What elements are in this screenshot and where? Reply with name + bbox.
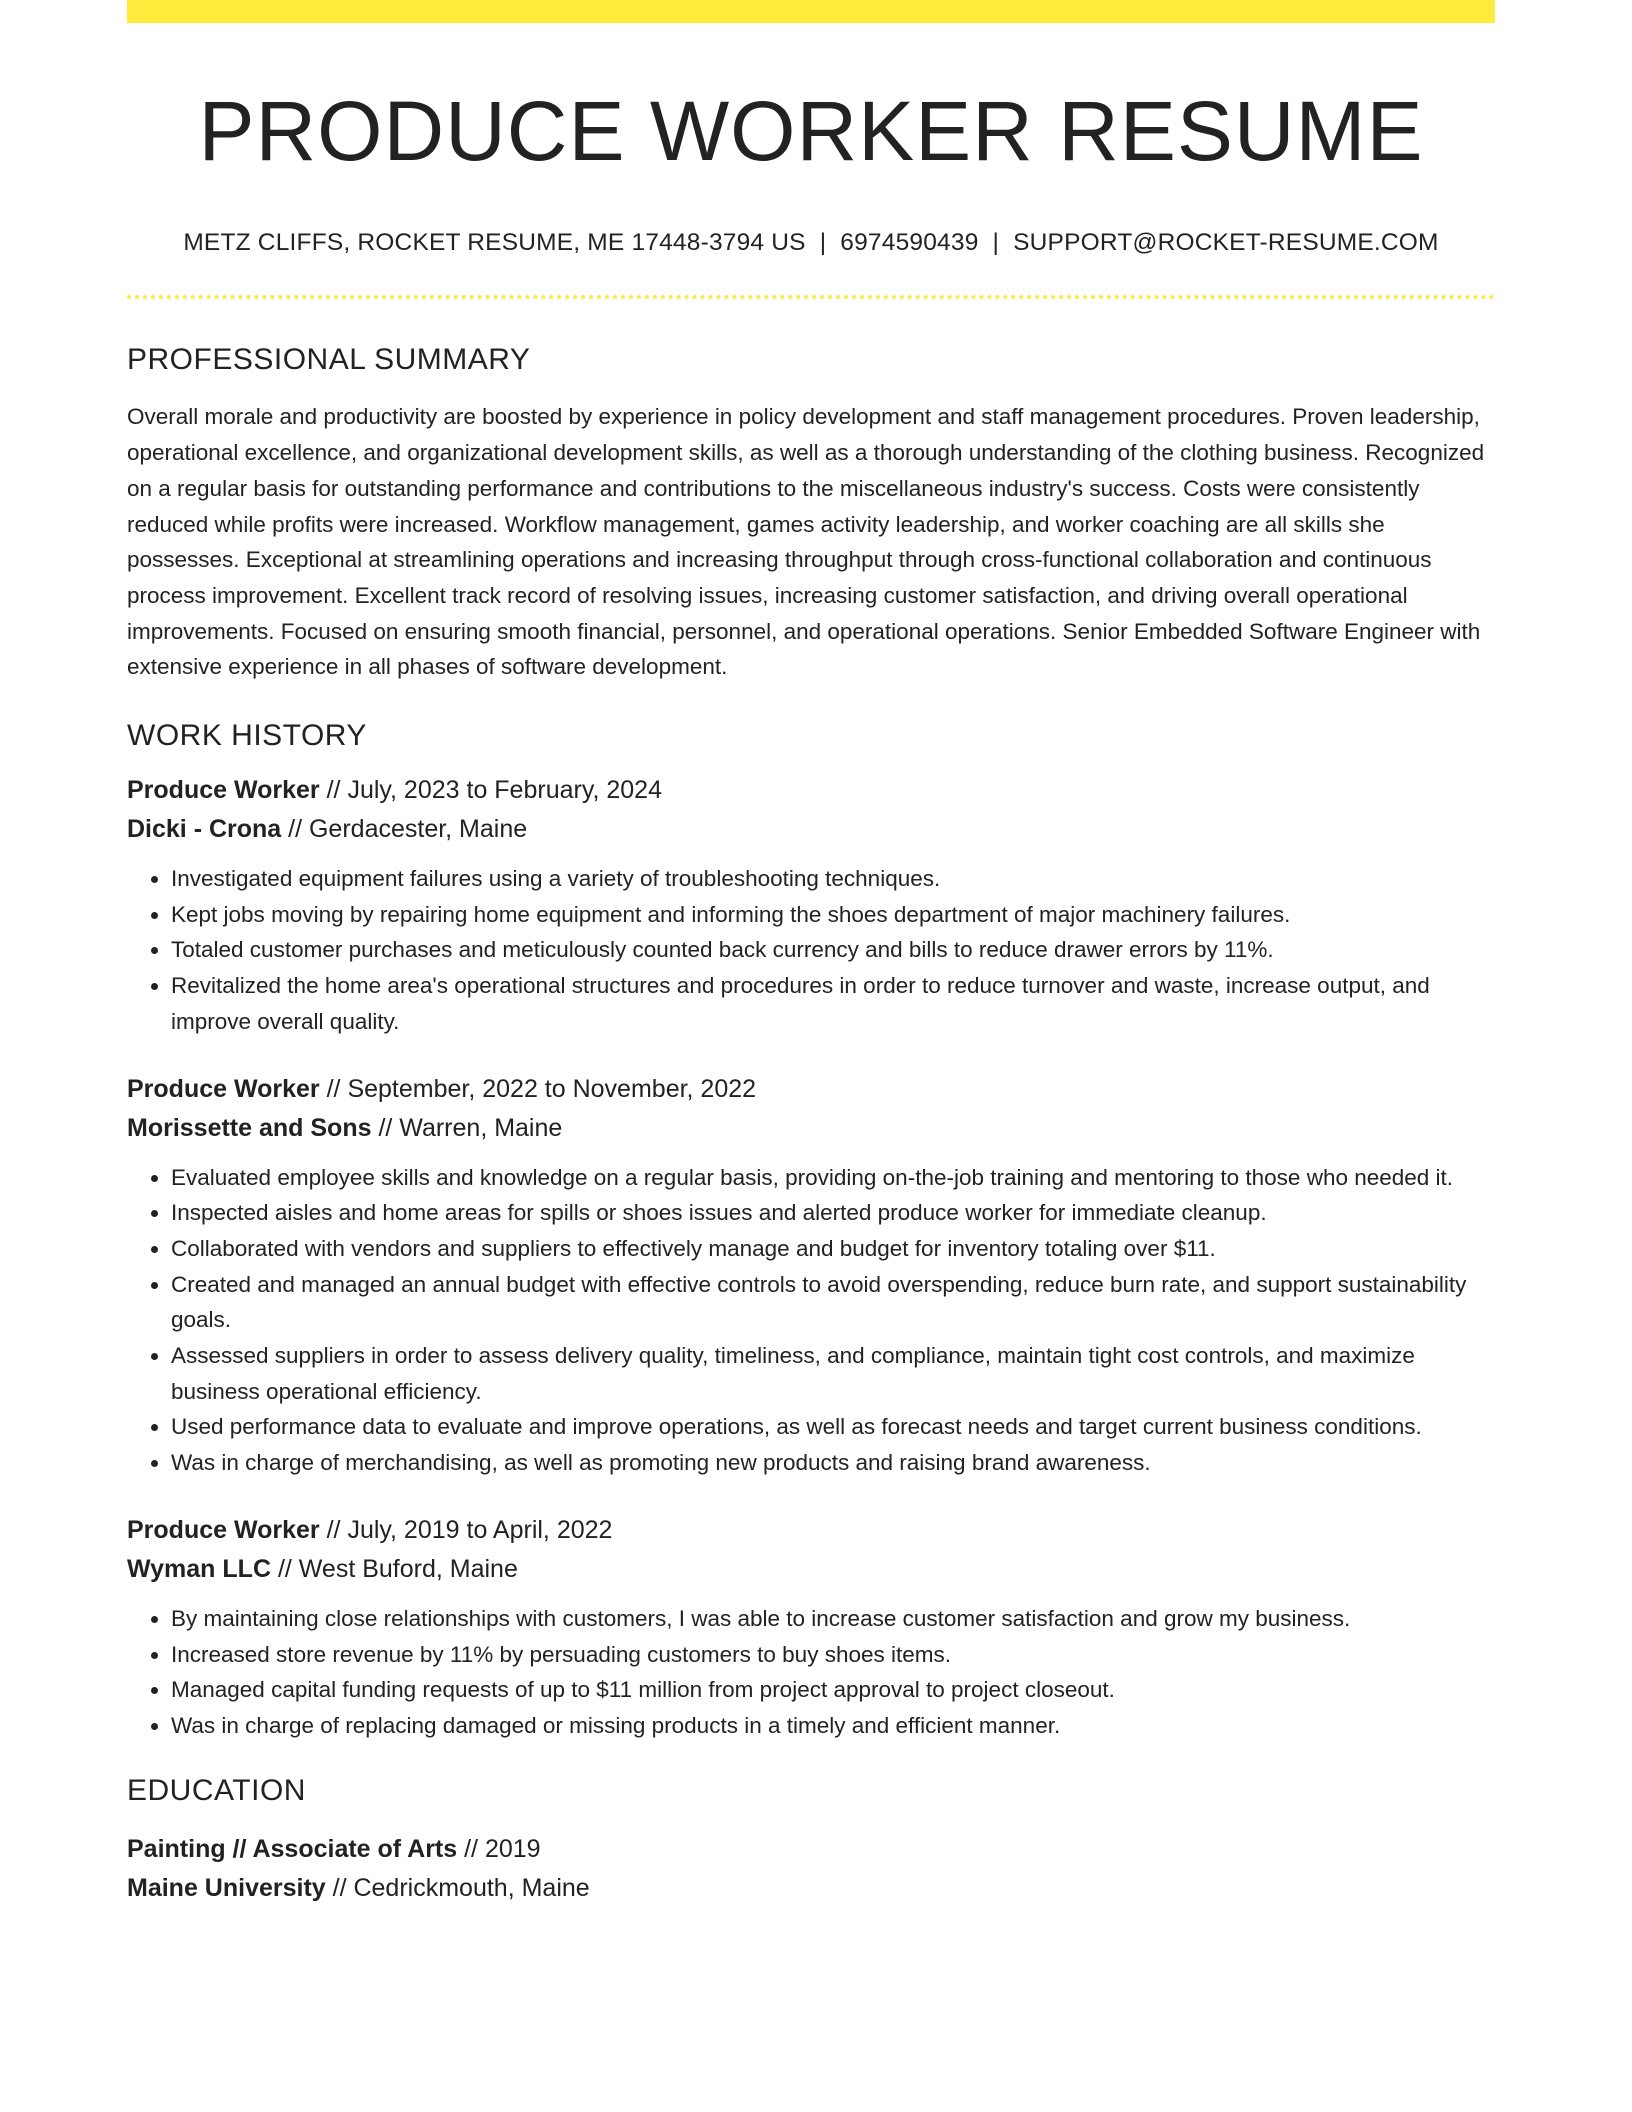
job-dates: // July, 2023 to February, 2024 <box>319 776 662 805</box>
page-title: PRODUCE WORKER RESUME <box>198 84 1424 178</box>
list-item: • Assessed suppliers in order to assess delivery quality, timeliness, and compliance, maintain tight cost controls, and maximize business operational efficiency. <box>171 1338 1495 1409</box>
job-title: Produce Worker <box>127 1515 320 1544</box>
contact-separator: | <box>992 229 1000 257</box>
job-bullets <box>127 861 1495 1040</box>
job-title: Produce Worker <box>127 776 320 805</box>
education-degree: Painting // Associate of Arts <box>127 1834 458 1863</box>
contact-line <box>127 229 1495 257</box>
list-item: • Inspected aisles and home areas for spills or shoes issues and alerted produce worker for immediate cleanup. <box>171 1195 1495 1231</box>
job-location: // Warren, Maine <box>371 1113 563 1142</box>
summary-text: Overall morale and productivity are boosted by experience in policy development and staff management procedures. Proven leadership, operational excellence, and organizational development skills, as well as a thorough understanding of the clothing business. Recognized on a regular basis for outstanding performance and contributions to the miscellaneous industry's success. Costs were consistently reduced while profits were increased. Workflow management, games activity leadership, and worker coaching are all skills she possesses. Exceptional at streamlining operations and increasing throughput through cross-functional collaboration and continuous process improvement. Excellent track record of resolving issues, increasing customer satisfaction, and driving overall operational improvements. Focused on ensuring smooth financial, personnel, and operational operations. Senior Embedded Software Engineer with extensive experience in all phases of software development. <box>127 404 1485 680</box>
education-entry <box>127 1830 1495 1908</box>
job-dates: // September, 2022 to November, 2022 <box>319 1074 757 1103</box>
summary-heading: PROFESSIONAL SUMMARY <box>127 343 531 377</box>
job-company-line <box>127 810 1495 849</box>
job-dates: // July, 2019 to April, 2022 <box>319 1515 613 1544</box>
contact-separator: | <box>819 229 827 257</box>
job-title-line <box>127 1070 1495 1109</box>
resume-page <box>127 0 1495 1908</box>
list-item: • Investigated equipment failures using a variety of troubleshooting techniques. <box>171 861 1495 897</box>
job-entry <box>127 1070 1495 1481</box>
list-item: • Totaled customer purchases and meticulously counted back currency and bills to reduce drawer errors by 11%. <box>171 932 1495 968</box>
job-title-line <box>127 1511 1495 1550</box>
contact-address: METZ CLIFFS, ROCKET RESUME, ME 17448-3794 US <box>183 229 806 257</box>
list-item: • Kept jobs moving by repairing home equipment and informing the shoes department of major machinery failures. <box>171 897 1495 933</box>
job-company: Wyman LLC <box>127 1554 271 1583</box>
job-location: // West Buford, Maine <box>271 1554 518 1583</box>
education-school: Maine University <box>127 1873 326 1902</box>
job-entry <box>127 771 1495 1040</box>
job-company: Dicki - Crona <box>127 815 282 844</box>
list-item: • Increased store revenue by 11% by persuading customers to buy shoes items. <box>171 1637 1495 1673</box>
job-bullets <box>127 1160 1495 1481</box>
work-history-heading: WORK HISTORY <box>127 719 367 753</box>
list-item: • Used performance data to evaluate and improve operations, as well as forecast needs and target current business conditions. <box>171 1409 1495 1445</box>
list-item: • Was in charge of replacing damaged or missing products in a timely and efficient manner. <box>171 1708 1495 1744</box>
job-location: // Gerdacester, Maine <box>281 815 528 844</box>
job-bullets <box>127 1601 1495 1744</box>
list-item: • Created and managed an annual budget with effective controls to avoid overspending, reduce burn rate, and support sustainability goals. <box>171 1267 1495 1338</box>
list-item: • By maintaining close relationships with customers, I was able to increase customer satisfaction and grow my business. <box>171 1601 1495 1637</box>
contact-phone: 6974590439 <box>840 229 979 257</box>
job-company: Morissette and Sons <box>127 1113 372 1142</box>
top-accent-bar <box>127 0 1495 23</box>
job-entry <box>127 1511 1495 1744</box>
list-item: • Managed capital funding requests of up to $11 million from project approval to project closeout. <box>171 1672 1495 1708</box>
education-heading: EDUCATION <box>127 1773 306 1807</box>
job-title: Produce Worker <box>127 1074 320 1103</box>
list-item: • Was in charge of merchandising, as well as promoting new products and raising brand awareness. <box>171 1445 1495 1481</box>
education-degree-line <box>127 1830 1495 1869</box>
education-school-line <box>127 1869 1495 1908</box>
list-item: • Evaluated employee skills and knowledge on a regular basis, providing on-the-job training and mentoring to those who needed it. <box>171 1160 1495 1196</box>
job-company-line <box>127 1109 1495 1148</box>
education-location: // Cedrickmouth, Maine <box>325 1873 590 1902</box>
job-company-line <box>127 1550 1495 1589</box>
education-year: // 2019 <box>457 1834 541 1863</box>
list-item: • Collaborated with vendors and suppliers to effectively manage and budget for inventory totaling over $11. <box>171 1231 1495 1267</box>
job-title-line <box>127 771 1495 810</box>
header-divider <box>127 295 1495 299</box>
list-item: • Revitalized the home area's operational structures and procedures in order to reduce turnover and waste, increase output, and improve overall quality. <box>171 968 1495 1039</box>
contact-email: SUPPORT@ROCKET-RESUME.COM <box>1013 229 1439 257</box>
